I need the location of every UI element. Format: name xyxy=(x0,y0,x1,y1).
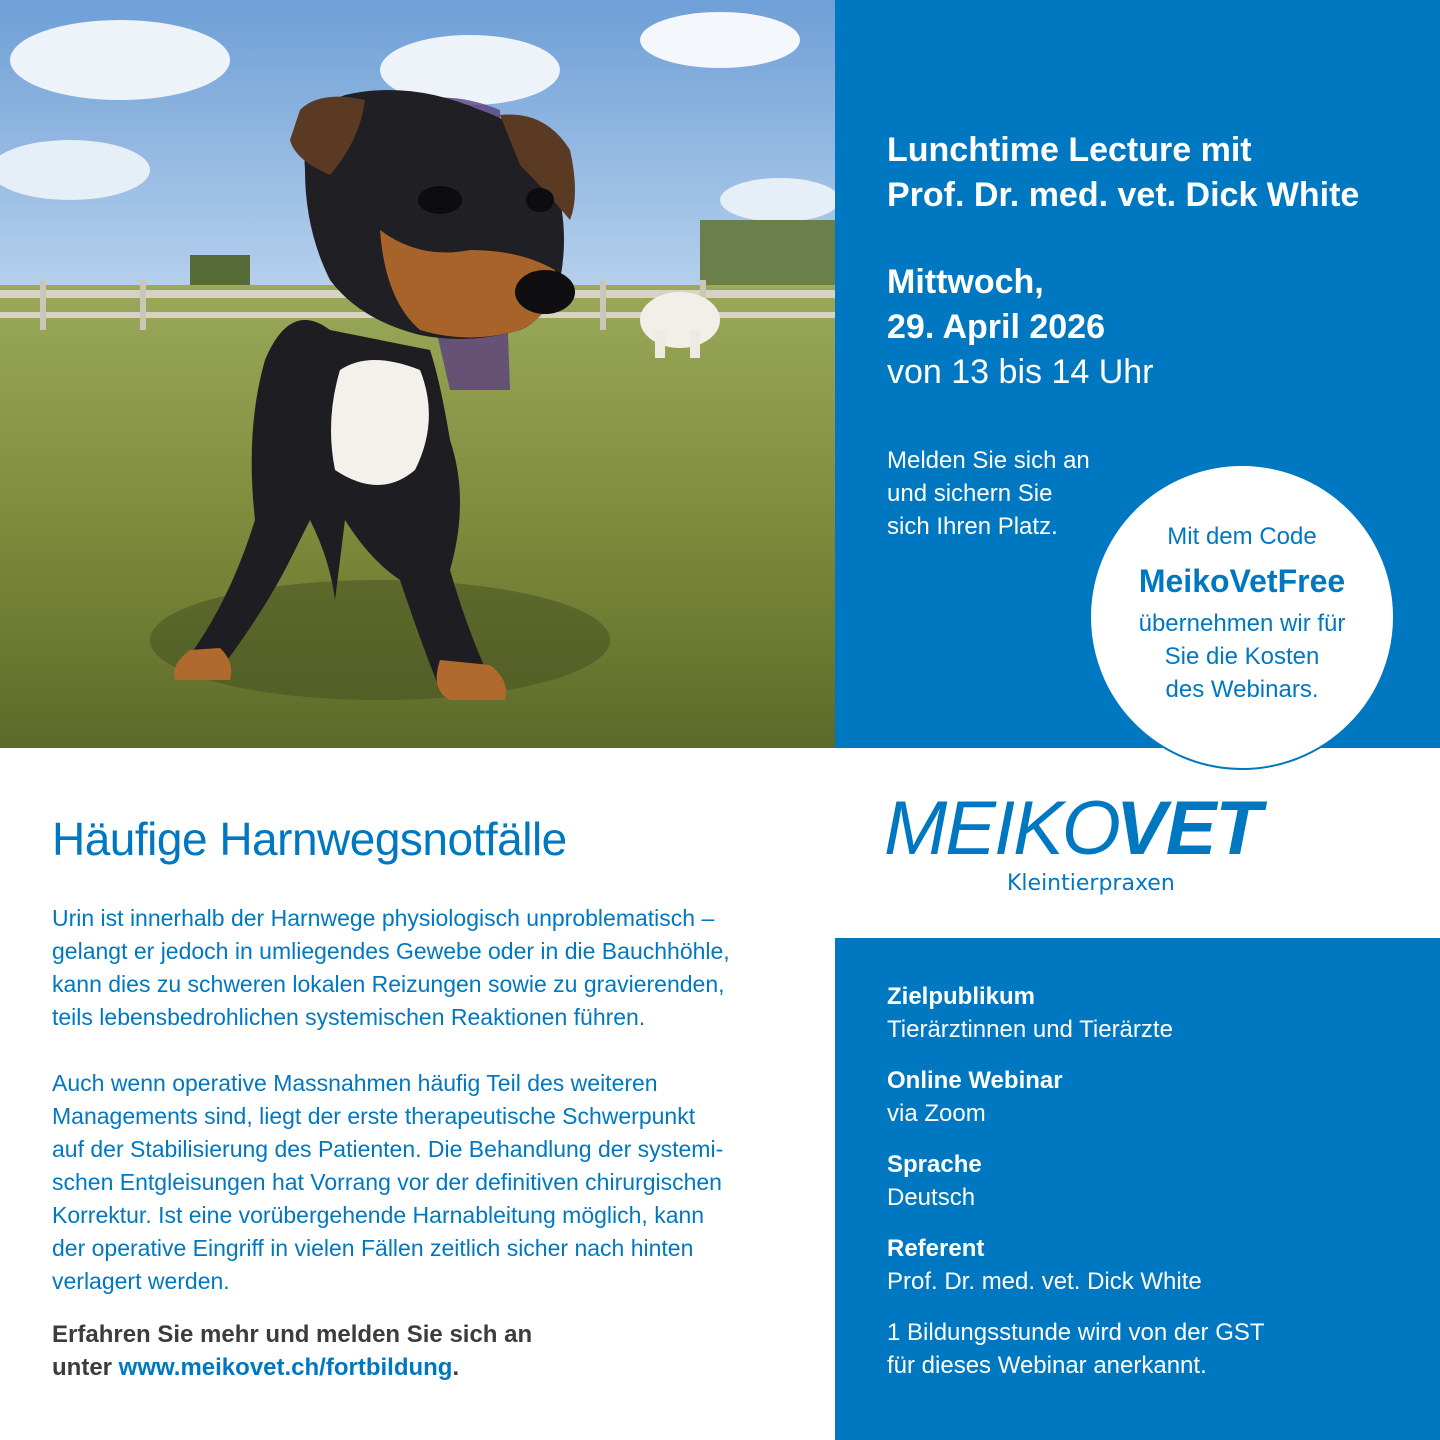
detail-language xyxy=(887,1148,1407,1214)
promo-code: MeikoVetFree xyxy=(1138,563,1346,599)
detail-speaker-value: Prof. Dr. med. vet. Dick White xyxy=(887,1268,1202,1295)
article-paragraph-1: Urin ist innerhalb der Harnwege physiologisch unproblematisch – gelangt er jedoch in umliegendes Gewebe oder in die Bauchhöhle, kann dies zu schweren lokalen Reizungen sowie zu gravierenden, teils lebensbedrohlichen systemischen Reaktionen führen. xyxy=(52,905,730,1030)
promo-code-badge xyxy=(1089,464,1395,770)
dog-photo xyxy=(0,0,835,748)
fortbildung-link[interactable]: www.meikovet.ch/fortbildung xyxy=(118,1354,453,1381)
detail-audience-value: Tierärztinnen und Tierärzte xyxy=(887,1016,1173,1043)
detail-format xyxy=(887,1064,1407,1130)
register-line1: Melden Sie sich an xyxy=(887,447,1090,474)
gst-line1: 1 Bildungsstunde wird von der GST xyxy=(887,1319,1265,1346)
promo-line1: Mit dem Code xyxy=(1167,523,1317,550)
gst-note xyxy=(887,1316,1407,1382)
article-paragraph-2: Auch wenn operative Massnahmen häufig Teil des weiteren Managements sind, liegt der erste therapeutische Schwerpunkt auf der Stabilisierung des Patienten. Die Behandlung der systemi- schen Entgleisungen hat Vorrang vor der definitiven chirurgischen Korrektur. Ist eine vorübergehende Harnableitung möglich, kann der operative Eingriff in vielen Fällen zeitlich sicher nach hinten verlagert werden. xyxy=(52,1070,724,1294)
details-panel xyxy=(835,938,1440,1440)
cta-line1: Erfahren Sie mehr und melden Sie sich an xyxy=(52,1321,533,1348)
detail-format-value: via Zoom xyxy=(887,1100,986,1127)
detail-speaker-label: Referent xyxy=(887,1235,985,1262)
event-date: 29. April 2026 xyxy=(887,308,1105,346)
cta-suffix: . xyxy=(452,1354,460,1381)
event-day: Mittwoch, xyxy=(887,263,1044,301)
lecture-title-line2: Prof. Dr. med. vet. Dick White xyxy=(887,176,1360,214)
promo-line3: Sie die Kosten xyxy=(1164,643,1320,670)
detail-language-value: Deutsch xyxy=(887,1184,976,1211)
detail-audience-label: Zielpublikum xyxy=(887,983,1036,1010)
details-list xyxy=(887,980,1407,1316)
lecture-title-line1: Lunchtime Lecture mit xyxy=(887,131,1252,169)
detail-audience xyxy=(887,980,1407,1046)
detail-format-label: Online Webinar xyxy=(887,1067,1063,1094)
event-time: von 13 bis 14 Uhr xyxy=(887,353,1154,391)
promo-line2: übernehmen wir für xyxy=(1138,610,1346,637)
call-to-action xyxy=(52,1318,532,1384)
hero-photo xyxy=(0,0,835,748)
detail-language-label: Sprache xyxy=(887,1151,982,1178)
meikovet-logo xyxy=(880,780,1320,900)
cta-prefix: unter xyxy=(52,1354,119,1381)
gst-line2: für dieses Webinar anerkannt. xyxy=(887,1352,1207,1379)
article-headline: Häufige Harnwegsnotfälle xyxy=(52,813,567,865)
lecture-title xyxy=(887,128,1359,218)
promo-line4: des Webinars. xyxy=(1165,676,1319,703)
article-body xyxy=(52,902,812,1331)
register-line2: und sichern Sie xyxy=(887,480,1053,507)
detail-speaker xyxy=(887,1232,1407,1298)
event-panel xyxy=(835,0,1440,748)
date-block xyxy=(887,260,1154,395)
register-line3: sich Ihren Platz. xyxy=(887,513,1058,540)
logo-word-light: MEIKO xyxy=(884,786,1119,871)
logo-word-bold: VET xyxy=(1116,786,1261,871)
logo-tagline: Kleintierpraxen xyxy=(1007,871,1175,896)
meikovet-logo-mark xyxy=(880,780,1320,900)
